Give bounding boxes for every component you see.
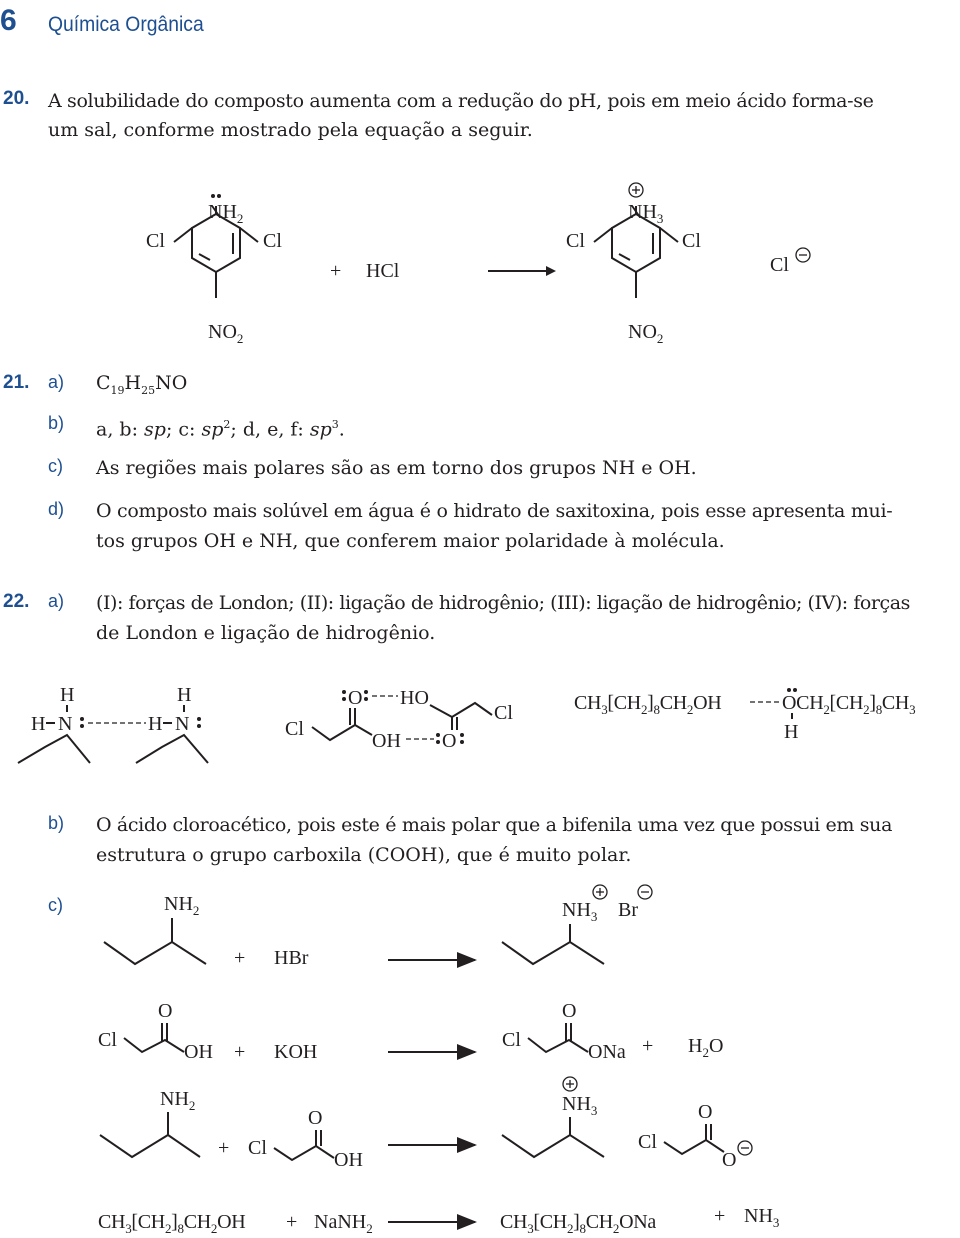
svg-text:O: O	[348, 687, 363, 709]
reactant-cl-left: Cl	[146, 230, 165, 252]
svg-text:H: H	[60, 684, 75, 706]
reaction-amine-hbr	[104, 885, 652, 969]
reactant-cl-right: Cl	[263, 230, 282, 252]
reaction-arrow	[488, 266, 556, 276]
q20-line-1: A solubilidade do composto aumenta com a redução do pH, pois em meio ácido forma-se	[48, 90, 874, 112]
svg-text:O: O	[308, 1107, 323, 1129]
amine-dimer	[18, 684, 208, 763]
svg-text:Br: Br	[618, 899, 638, 921]
svg-text:CH3[CH2]8CH2OH: $CH_3[CH_2]_8CH_2OH$	[574, 692, 722, 717]
chloride-ion: Cl	[770, 254, 789, 276]
negative-charge-icon	[796, 248, 810, 262]
q21-b-text: a, b: sp; c: $sp^2$; d, e, f: $sp^3$.	[96, 418, 345, 441]
q22-b-label: b)	[48, 813, 65, 833]
svg-text:O: O	[158, 1000, 173, 1022]
chloroacetic-acid-dimer	[285, 687, 513, 752]
page-number: 6	[0, 4, 17, 37]
hcl-reagent: HCl	[366, 260, 400, 282]
svg-text:O: O	[442, 730, 457, 752]
product-cl-left: Cl	[566, 230, 585, 252]
svg-text:H: H	[148, 713, 163, 735]
svg-text:H: H	[177, 684, 192, 706]
question-22-number: 22.	[3, 591, 30, 612]
q21-d-line-1: O composto mais solúvel em água é o hidrato de saxitoxina, pois esse apresenta mui-	[96, 500, 893, 522]
svg-text:H: H	[31, 713, 46, 735]
svg-text:H2O: $H_2O$	[688, 1035, 724, 1060]
svg-text:CH3[CH2]8CH2ONa: $CH_3[CH_2]_8CH_2ONa$	[500, 1211, 656, 1236]
q21-d-label: d)	[48, 499, 65, 519]
q21-c-label: c)	[48, 456, 63, 476]
svg-text:NaNH2: NaNH$_2$	[314, 1211, 373, 1236]
reaction-acid-koh	[98, 1000, 723, 1063]
svg-text:+: +	[218, 1137, 230, 1159]
q22-b-line-1: O ácido cloroacético, pois este é mais polar que a bifenila uma vez que possui em sua	[96, 814, 893, 836]
svg-text:OCH2[CH2]8CH3: $OCH_2[CH_2]_8CH_3$	[782, 692, 916, 717]
q21-b-label: b)	[48, 413, 65, 433]
q21-d-line-2: tos grupos OH e NH, que conferem maior polaridade à molécula.	[96, 530, 725, 552]
q22-hydrogen-bond-diagrams	[0, 675, 960, 775]
svg-text:Cl: Cl	[502, 1029, 521, 1051]
svg-text:Cl: Cl	[285, 718, 304, 740]
svg-text:NH3: $NH_3$	[562, 1093, 598, 1118]
svg-text:KOH: KOH	[274, 1041, 318, 1063]
q22-a-label: a)	[48, 591, 65, 611]
decanol-dimer	[574, 688, 915, 743]
product-anilinium-ring	[566, 183, 701, 346]
q22-c-reaction-equations	[0, 880, 960, 1238]
q20-reaction-equation	[0, 170, 960, 355]
svg-text:CH3[CH2]8CH2OH: $CH_3[CH_2]_8CH_2OH$	[98, 1211, 246, 1236]
svg-text:Cl: Cl	[494, 702, 513, 724]
svg-text:O: O	[722, 1149, 737, 1171]
svg-text:ONa: ONa	[588, 1041, 626, 1063]
q21-c-text: As regiões mais polares são as em torno dos grupos NH e OH.	[96, 457, 697, 479]
svg-text:NH2: $NH_2$	[164, 893, 200, 918]
reactant-nh2: $NH_2$	[208, 201, 244, 226]
question-21-number: 21.	[3, 372, 30, 393]
product-no2: $NO_2$	[628, 321, 664, 346]
svg-text:NH2: $NH_2$	[160, 1088, 196, 1113]
svg-text:+: +	[642, 1035, 654, 1057]
product-nh3: $NH_3$	[628, 201, 664, 226]
svg-text:N: N	[175, 713, 190, 735]
svg-text:+: +	[286, 1211, 298, 1233]
product-cl-right: Cl	[682, 230, 701, 252]
q22-a-line-1: (I): forças de London; (II): ligação de hidrogênio; (III): ligação de hidrogênio; (IV): forças	[96, 592, 910, 614]
q21-a-formula: $C_{19}H_{25}NO$	[96, 372, 188, 397]
svg-text:OH: OH	[334, 1149, 363, 1171]
svg-text:Cl: Cl	[248, 1137, 267, 1159]
q22-a-line-2: de London e ligação de hidrogênio.	[96, 622, 436, 644]
reactant-no2: $NO_2$	[208, 321, 244, 346]
svg-text:OH: OH	[184, 1041, 213, 1063]
svg-text:N: N	[58, 713, 73, 735]
reaction-decanol-nanh2	[98, 1205, 779, 1236]
q22-b-line-2: estrutura o grupo carboxila (COOH), que é muito polar.	[96, 844, 632, 866]
reaction-amine-acid	[100, 1077, 752, 1171]
q20-line-2: um sal, conforme mostrado pela equação a seguir.	[48, 119, 533, 141]
plus-sign: +	[330, 260, 342, 282]
svg-text:+: +	[234, 1041, 246, 1063]
svg-text:NH3: $NH_3$	[562, 899, 598, 924]
svg-text:Cl: Cl	[98, 1029, 117, 1051]
svg-text:OH: OH	[372, 730, 401, 752]
svg-text:+: +	[714, 1205, 726, 1227]
question-20-number: 20.	[3, 88, 30, 109]
svg-text:HO: HO	[400, 687, 429, 709]
svg-text:+: +	[234, 947, 246, 969]
svg-text:Cl: Cl	[638, 1131, 657, 1153]
reactant-aniline-ring	[146, 194, 282, 346]
svg-text:NH3: $NH_3$	[744, 1205, 780, 1230]
svg-text:H: H	[784, 721, 799, 743]
svg-text:O: O	[562, 1000, 577, 1022]
svg-text:HBr: HBr	[274, 947, 309, 969]
running-title: Química Orgânica	[48, 13, 204, 36]
svg-text:O: O	[698, 1101, 713, 1123]
q21-a-label: a)	[48, 372, 65, 392]
q22-c-label: c)	[48, 895, 63, 915]
